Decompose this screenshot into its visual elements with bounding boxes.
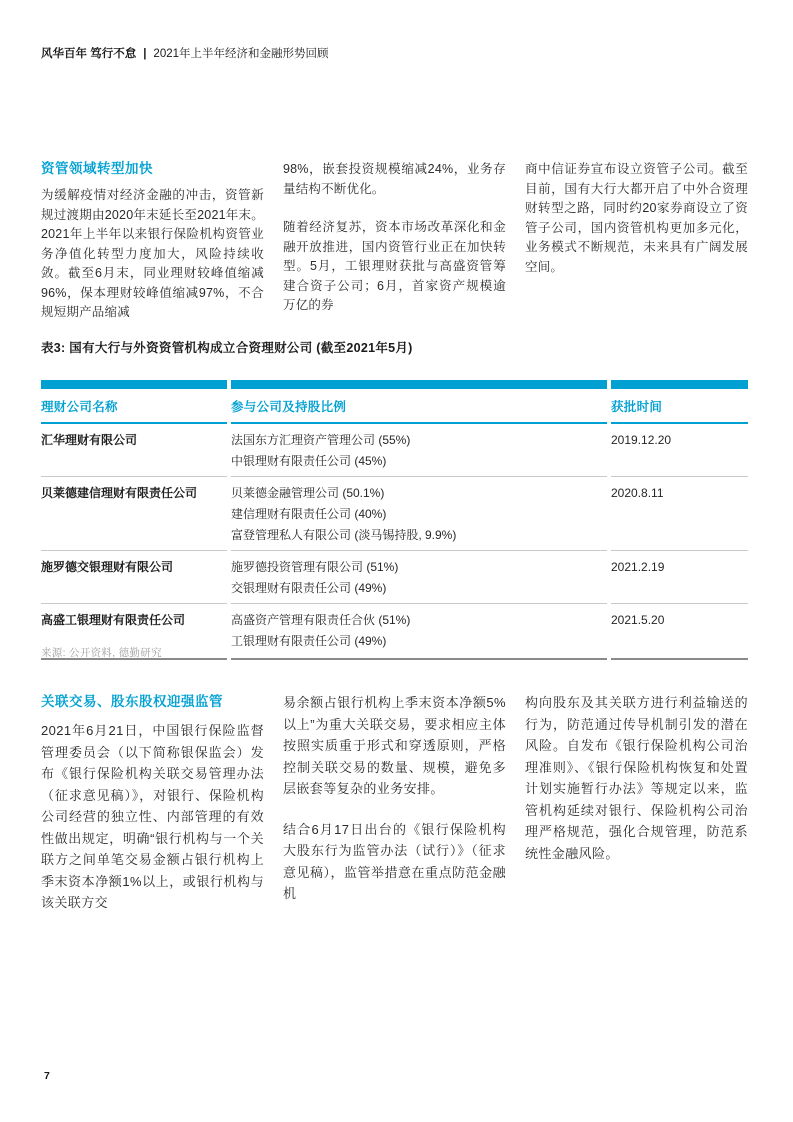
cell-approval-date: 2020.8.11 — [611, 477, 748, 551]
cell-company-name: 贝莱德建信理财有限责任公司 — [41, 477, 227, 551]
report-title: 2021年上半年经济和金融形势回顾 — [153, 48, 329, 60]
participant-line: 施罗德投资管理有限公司 (51%) — [231, 560, 399, 574]
participant-line: 贝莱德金融管理公司 (50.1%) — [231, 486, 385, 500]
page-header — [41, 45, 329, 61]
column-header-participants: 参与公司及持股比例 — [231, 389, 607, 424]
participant-line: 法国东方汇理资产管理公司 (55%) — [231, 433, 411, 447]
cell-approval-date: 2021.5.20 — [611, 604, 748, 660]
participant-line: 工银理财有限责任公司 (49%) — [231, 634, 387, 648]
column-header-approval-date: 获批时间 — [611, 389, 748, 424]
table-top-bar — [41, 380, 748, 389]
text-column-2 — [283, 160, 506, 323]
cell-company-name: 汇华理财有限公司 — [41, 424, 227, 477]
section-heading: 资管领域转型加快 — [41, 161, 153, 176]
text-column-1 — [41, 692, 264, 914]
table-row — [41, 424, 748, 477]
text-column-3 — [525, 160, 748, 323]
cell-participants — [231, 424, 607, 477]
header-divider: | — [143, 48, 147, 60]
page-number: 7 — [44, 1070, 50, 1082]
table-row — [41, 551, 748, 604]
text-column-3 — [525, 692, 748, 914]
paragraph: 为缓解疫情对经济金融的冲击，资管新规过渡期由2020年末延长至2021年末。2021年上半年以来银行保险机构资管业务净值化转型力度加大，风险持续收敛。截至6月末，同业理财较峰值缩减96%，保本理财较峰值缩减97%，不合规短期产品缩减 — [41, 188, 264, 319]
table-row — [41, 477, 748, 551]
table-bar-segment — [41, 380, 227, 389]
section-related-party-supervision — [41, 692, 748, 914]
table-bar-segment — [611, 380, 748, 389]
participant-line: 富登管理私人有限公司 (淡马锡持股, 9.9%) — [231, 528, 457, 542]
cell-company-name: 高盛工银理财有限责任公司 — [41, 604, 227, 660]
table-bar-segment — [231, 380, 607, 389]
paragraph: 商中信证券宣布设立资管子公司。截至目前，国有大行大都开启了中外合资理财转型之路，同时约20家券商设立了资管子公司，国内资管机构更加多元化，业务模式不断规范，未来具有广阔发展空间。 — [525, 162, 748, 274]
cell-approval-date: 2021.2.19 — [611, 551, 748, 604]
paragraph: 98%，嵌套投资规模缩减24%，业务存量结构不断优化。 — [283, 162, 506, 196]
table-joint-venture-wealth-companies — [41, 380, 748, 660]
paragraph: 随着经济复苏，资本市场改革深化和金融开放推进，国内资管行业正在加快转型。5月，工银理财获批与高盛资管筹建合资子公司；6月，首家资产规模逾万亿的券 — [283, 220, 506, 312]
section-heading: 关联交易、股东股权迎强监管 — [41, 694, 223, 709]
participant-line: 中银理财有限责任公司 (45%) — [231, 454, 387, 468]
paragraph: 易余额占银行机构上季末资本净额5%以上”为重大关联交易，要求相应主体按照实质重于形式和穿透原则，严格控制关联交易的数量、规模，避免多层嵌套等复杂的业务安排。 — [283, 695, 506, 796]
paragraph: 结合6月17日出台的《银行保险机构大股东行为监管办法（试行）》（征求意见稿），监管举措意在重点防范金融机 — [283, 821, 506, 901]
column-header-company: 理财公司名称 — [41, 389, 227, 424]
table-header-row — [41, 389, 748, 424]
cell-company-name: 施罗德交银理财有限公司 — [41, 551, 227, 604]
participant-line: 建信理财有限责任公司 (40%) — [231, 507, 387, 521]
text-column-1 — [41, 160, 264, 323]
participant-line: 高盛资产管理有限责任合伙 (51%) — [231, 613, 411, 627]
table-title: 表3: 国有大行与外资资管机构成立合资理财公司 (截至2021年5月) — [41, 341, 413, 355]
table-source-note: 来源: 公开资料, 德勤研究 — [41, 647, 162, 659]
text-column-2 — [283, 692, 506, 914]
paragraph: 构向股东及其关联方进行利益输送的行为，防范通过传导机制引发的潜在风险。自发布《银行保险机构公司治理准则》、《银行保险机构恢复和处置计划实施暂行办法》等规定以来，监管机构延续对银行、保险机构公司治理严格规范，强化合规管理，防范系统性金融风险。 — [525, 695, 748, 861]
paragraph: 2021年6月21日，中国银行保险监督管理委员会（以下简称银保监会）发布《银行保险机构关联交易管理办法（征求意见稿）》，对银行、保险机构公司经营的独立性、内部管理的有效性做出规定，明确“银行机构与一个关联方之间单笔交易金额占银行机构上季末资本净额1%以上，或银行机构与该关联方交 — [41, 723, 264, 910]
cell-participants — [231, 477, 607, 551]
section-asset-management — [41, 160, 748, 323]
cell-participants — [231, 551, 607, 604]
report-brand: 风华百年 笃行不怠 — [41, 48, 137, 60]
cell-participants — [231, 604, 607, 660]
participant-line: 交银理财有限责任公司 (49%) — [231, 581, 387, 595]
cell-approval-date: 2019.12.20 — [611, 424, 748, 477]
